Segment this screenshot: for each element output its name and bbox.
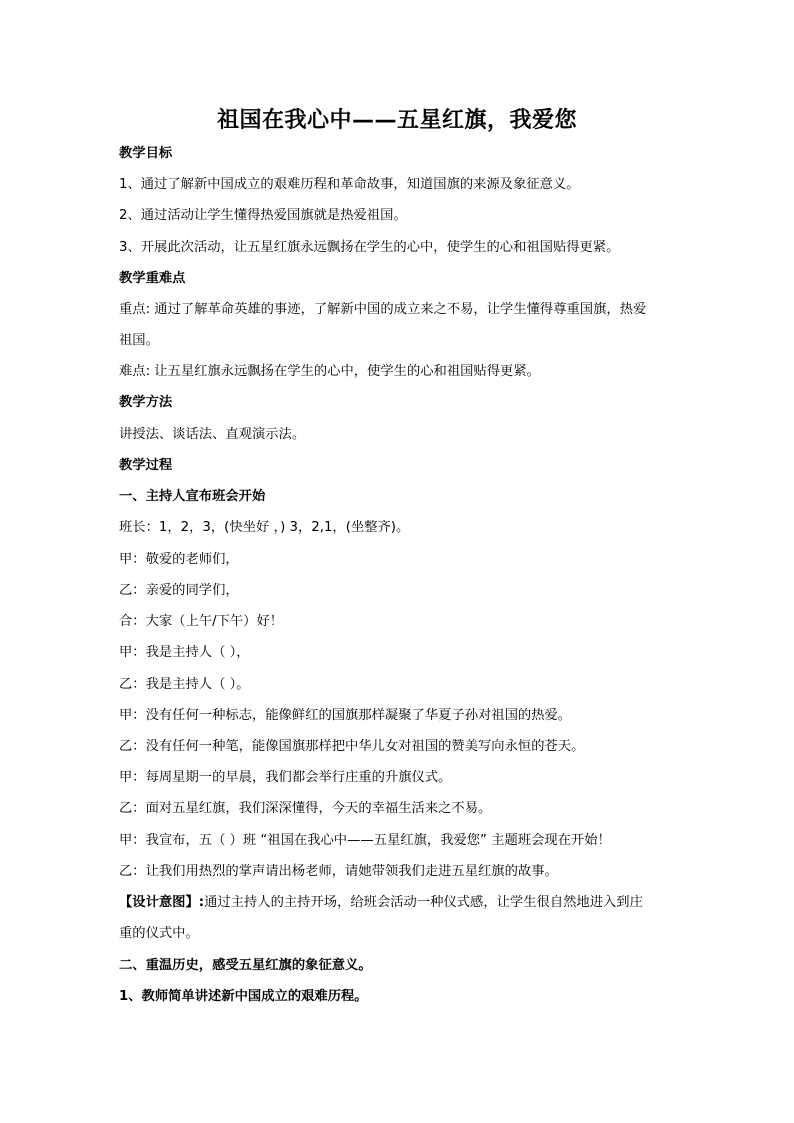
line-text: 乙：让我们用热烈的掌声请出杨老师，请她带领我们走进五星红旗的故事。	[119, 864, 558, 879]
line-text: 甲：没有任何一种标志，能像鲜红的国旗那样凝聚了华夏子孙对祖国的热爱。	[119, 708, 572, 723]
paragraph-line	[119, 240, 619, 256]
section-heading	[119, 958, 372, 974]
paragraph-line	[119, 926, 199, 942]
section-heading	[119, 489, 265, 505]
line-text: 一、主持人宣布班会开始	[119, 489, 266, 504]
line-text: 乙：我是主持人（ ）。	[119, 677, 250, 692]
section-heading	[119, 395, 172, 411]
line-text: 乙：面对五星红旗，我们深深懂得，今天的幸福生活来之不易。	[119, 801, 492, 816]
paragraph-line	[119, 333, 159, 349]
paragraph-line	[119, 552, 239, 568]
line-text: 2、通过活动让学生懂得热爱国旗就是热爱祖国。	[119, 208, 407, 223]
paragraph-line	[119, 708, 571, 724]
line-text: 二、重温历史，感受五星红旗的象征意义。	[119, 958, 372, 973]
line-text: 甲：每周星期一的早晨，我们都会举行庄重的升旗仪式。	[119, 770, 452, 785]
line-text: 甲：我是主持人（ ），	[119, 645, 250, 660]
paragraph-line	[119, 864, 558, 880]
paragraph-line	[119, 739, 584, 755]
paragraph-line	[119, 177, 580, 193]
paragraph-line	[119, 427, 305, 443]
line-text: 教学过程	[119, 458, 173, 473]
line-text: 合：大家（上午/下午）好！	[119, 614, 284, 629]
line-text: 甲：敬爱的老师们，	[119, 552, 239, 567]
line-continuation: 通过主持人的主持开场，给班会活动一种仪式感，让学生很自然地进入到庄	[204, 895, 643, 910]
paragraph-line	[119, 614, 283, 630]
line-text: 教学目标	[119, 146, 173, 161]
paragraph-line	[119, 364, 540, 380]
paragraph-line	[119, 770, 451, 786]
section-heading	[119, 458, 172, 474]
section-heading	[119, 146, 172, 162]
line-text: 1、教师简单讲述新中国成立的艰难历程。	[119, 989, 368, 1004]
line-text: 讲授法、谈话法、直观演示法。	[119, 427, 306, 442]
line-text: 教学方法	[119, 395, 173, 410]
paragraph-line	[119, 302, 646, 318]
paragraph-line	[119, 801, 491, 817]
line-text: 祖国。	[119, 333, 159, 348]
line-text: 甲：我宣布，五（ ）班 “祖国在我心中——五星红旗，我爱您” 主题班会现在开始！	[119, 833, 611, 848]
line-text: 1、通过了解新中国成立的艰难历程和革命故事，知道国旗的来源及象征意义。	[119, 177, 580, 192]
line-text: 乙：亲爱的同学们，	[119, 583, 239, 598]
line-text: 【设计意图】:	[119, 895, 205, 910]
paragraph-line	[119, 833, 611, 849]
section-heading	[119, 271, 185, 287]
line-text: 3、开展此次活动，让五星红旗永远飘扬在学生的心中，使学生的心和祖国贴得更紧。	[119, 240, 620, 255]
section-heading	[119, 895, 643, 911]
line-text: 重的仪式中。	[119, 926, 199, 941]
line-text: 班长：1，2，3，(快坐好 ，) 3，2,1，(坐整齐)。	[119, 520, 410, 535]
section-heading	[119, 989, 368, 1005]
paragraph-line	[119, 520, 409, 536]
paragraph-line	[119, 208, 407, 224]
line-text: 教学重难点	[119, 271, 186, 286]
paragraph-line	[119, 645, 250, 661]
line-text: 重点: 通过了解革命英雄的事迹，了解新中国的成立来之不易，让学生懂得尊重国旗，热爱	[119, 302, 647, 317]
page-title: 祖国在我心中——五星红旗，我爱您	[216, 108, 577, 133]
paragraph-line	[119, 583, 239, 599]
paragraph-line	[119, 677, 250, 693]
line-text: 乙：没有任何一种笔，能像国旗那样把中华儿女对祖国的赞美写向永恒的苍天。	[119, 739, 585, 754]
line-text: 难点: 让五星红旗永远飘扬在学生的心中，使学生的心和祖国贴得更紧。	[119, 364, 540, 379]
